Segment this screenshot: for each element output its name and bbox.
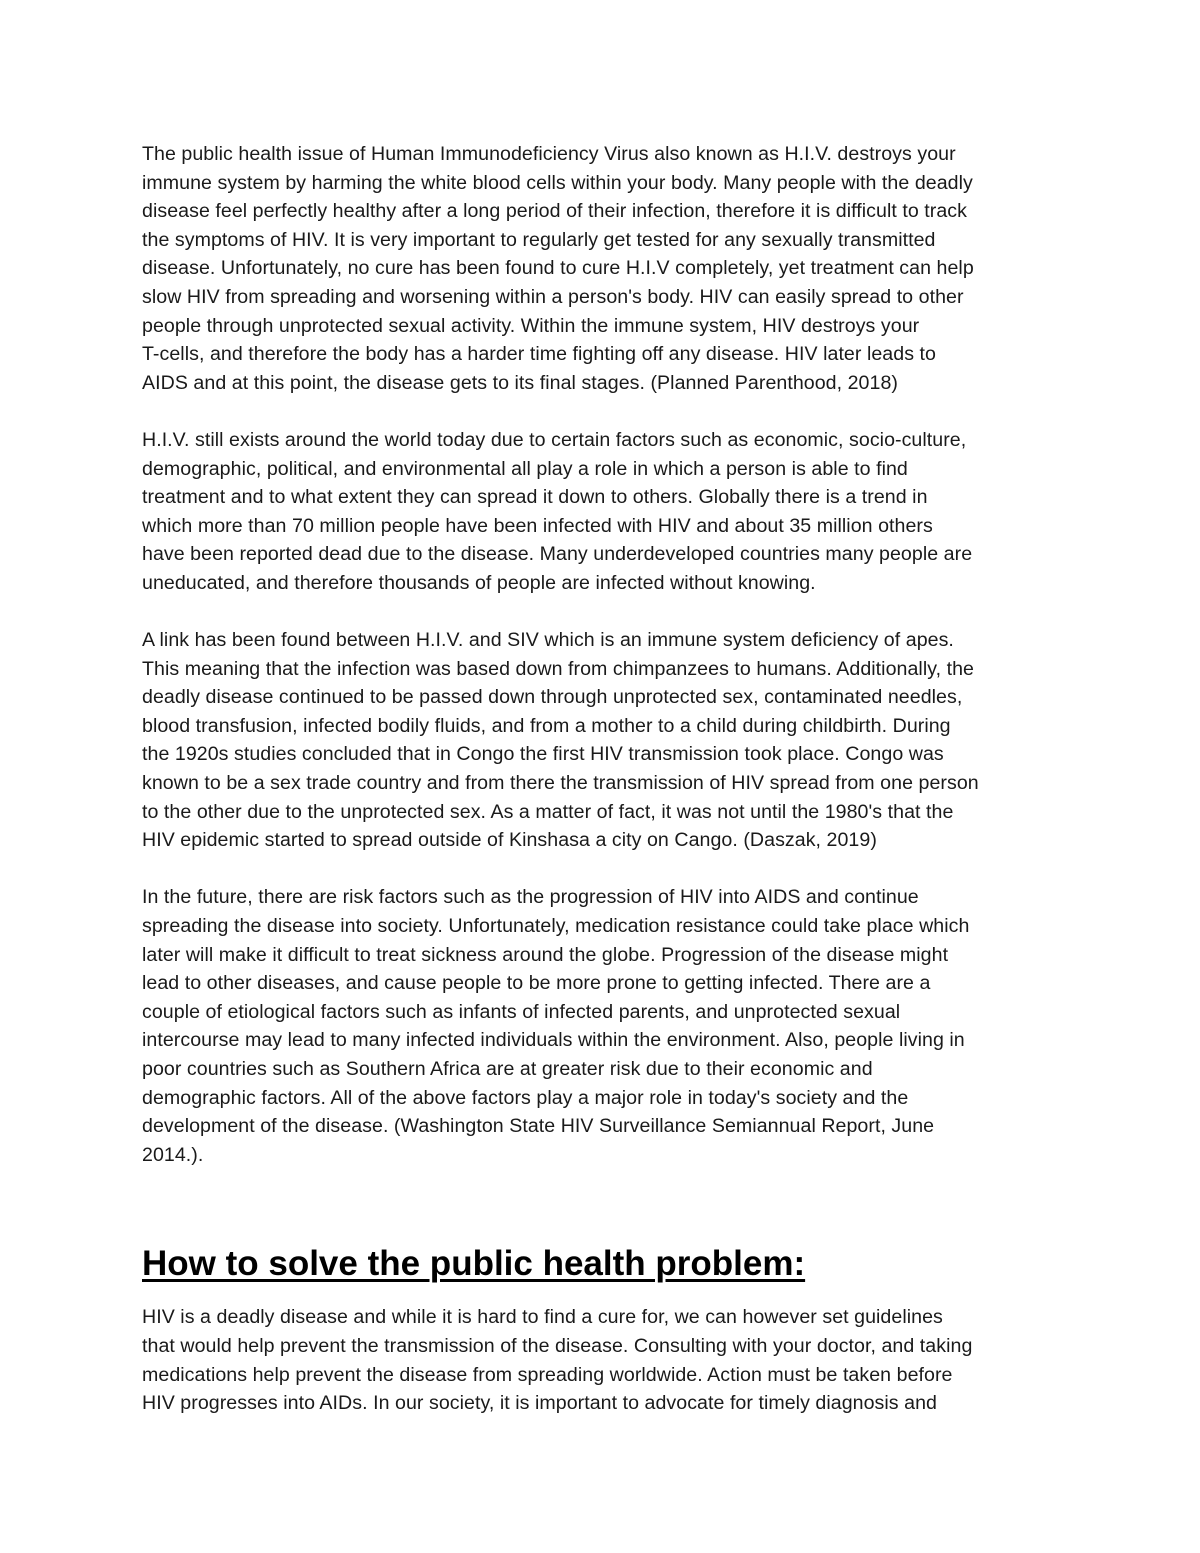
paragraph-origin-transmission: A link has been found between H.I.V. and SIV which is an immune system deficiency of apes. This meaning that the infection was based down from chimpanzees to humans. Additionally, the deadly disease continued to be passed down through unprotected sex, contaminated needles, blood transfusion, infected bodily fluids, and from a mother to a child during childbirth. During the 1920s studies concluded that in Congo the first HIV transmission took place. Congo was known to be a sex trade country and from there the transmission of HIV spread from one person to the other due to the unprotected sex. As a matter of fact, it was not until the 1980's that the HIV epidemic started to spread outside of Kinshasa a city on Cango. (Daszak, 2019) — [142, 629, 979, 852]
paragraph-solution: HIV is a deadly disease and while it is hard to find a cure for, we can however set guidelines that would help prevent the transmission of the disease. Consulting with your doctor, and taking medications help prevent the disease from spreading worldwide. Action must be taken before HIV progresses into AIDs. In our society, it is important to advocate for timely diagnosis and — [142, 1306, 973, 1415]
paragraph-hiv-overview: The public health issue of Human Immunodeficiency Virus also known as H.I.V. destroys your immune system by harming the white blood cells within your body. Many people with the deadly disease feel perfectly healthy after a long period of their infection, therefore it is difficult to track the symptoms of HIV. It is very important to regularly get tested for any sexually transmitted disease. Unfortunately, no cure has been found to cure H.I.V completely, yet treatment can help slow HIV from spreading and worsening within a person's body. HIV can easily spread to other people through unprotected sexual activity. Within the immune system, HIV destroys your T-cells, and therefore the body has a harder time fighting off any disease. HIV later leads to AIDS and at this point, the disease gets to its final stages. (Planned Parenthood, 2018) — [142, 143, 974, 394]
paragraph-future-risks: In the future, there are risk factors such as the progression of HIV into AIDS and continue spreading the disease into society. Unfortunately, medication resistance could take place which later will make it difficult to treat sickness around the globe. Progression of the disease might lead to other diseases, and cause people to be more prone to getting infected. There are a couple of etiological factors such as infants of infected parents, and unprotected sexual intercourse may lead to many infected individuals within the environment. Also, people living in poor countries such as Southern Africa are at greater risk due to their economic and demographic factors. All of the above factors play a major role in today's society and the development of the disease. (Washington State HIV Surveillance Semiannual Report, June 2014.). — [142, 886, 970, 1166]
section-heading: How to solve the public health problem: — [142, 1244, 806, 1284]
paragraph-global-factors: H.I.V. still exists around the world today due to certain factors such as economic, socio-culture, demographic, political, and environmental all play a role in which a person is able to find treatment and to what extent they can spread it down to others. Globally there is a trend in which more than 70 million people have been infected with HIV and about 35 million others have been reported dead due to the disease. Many underdeveloped countries many people are uneducated, and therefore thousands of people are infected without knowing. — [142, 428, 973, 594]
document-page — [142, 140, 1062, 1446]
